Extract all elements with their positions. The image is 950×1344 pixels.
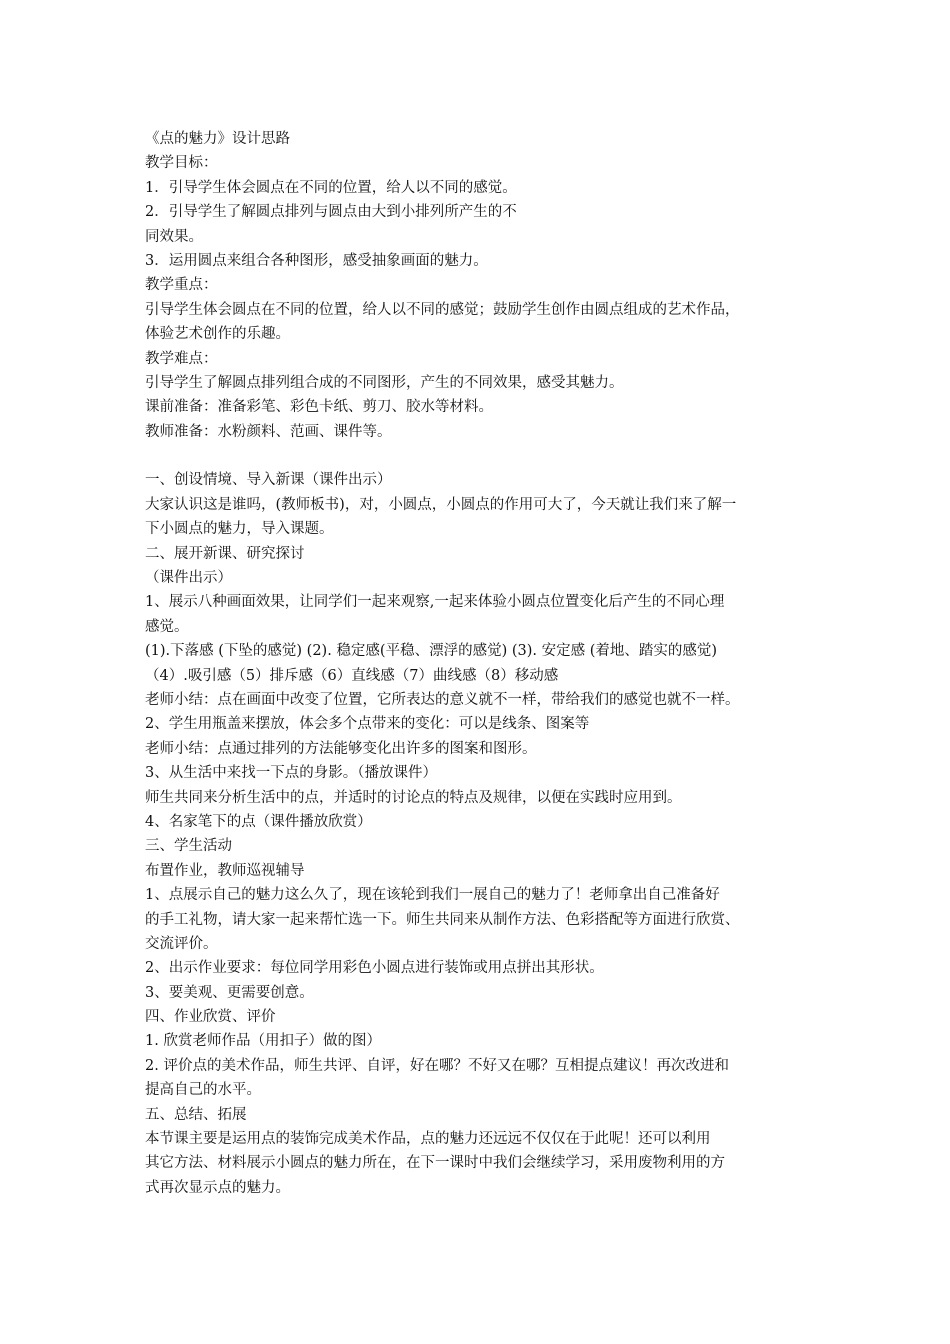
part-1-heading: 一、创设情境、导入新课（课件出示）	[145, 472, 392, 489]
student-preparation: 课前准备：准备彩笔、彩色卡纸、剪刀、胶水等材料。	[145, 399, 493, 416]
part-4-item-1: 1. 欣赏老师作品（用扣子）做的图）	[145, 1033, 381, 1050]
key-points-text-cont: 体验艺术创作的乐趣。	[145, 326, 290, 343]
part-1-text-cont: 下小圆点的魅力，导入课题。	[145, 521, 334, 538]
section-heading-difficulties: 教学难点：	[145, 350, 218, 367]
part-3-intro: 布置作业，教师巡视辅导	[145, 862, 305, 879]
document-title: 《点的魅力》设计思路	[145, 131, 290, 147]
part-2-item-3-text: 师生共同来分析生活中的点，并适时的讨论点的特点及规律，以便在实践时应用到。	[145, 789, 682, 806]
part-2-item-4: 4、名家笔下的点（课件播放欣赏）	[145, 813, 372, 830]
part-5-text-cont-2: 式再次显示点的魅力。	[145, 1179, 290, 1196]
part-4-item-2-cont: 提高自己的水平。	[145, 1082, 261, 1099]
part-5-heading: 五、总结、拓展	[145, 1106, 247, 1123]
teacher-summary-1: 老师小结：点在画面中改变了位置，它所表达的意义就不一样，带给我们的感觉也就不一样。	[145, 691, 740, 708]
part-2-item-2: 2、学生用瓶盖来摆放，体会多个点带来的变化：可以是线条、图案等	[145, 716, 590, 733]
feelings-list-1: (1).下落感 (下坠的感觉) (2). 稳定感(平稳、漂浮的感觉) (3). 安定感 (着地、踏实的感觉)	[145, 643, 718, 660]
part-2-item-1-cont: 感觉。	[145, 618, 189, 635]
key-points-text: 引导学生体会圆点在不同的位置，给人以不同的感觉；鼓励学生创作由圆点组成的艺术作品，	[145, 301, 740, 318]
part-3-item-1: 1、点展示自己的魅力这么久了，现在该轮到我们一展自己的魅力了！老师拿出自己准备好	[145, 887, 720, 904]
feelings-list-2: （4）.吸引感（5）排斥感（6）直线感（7）曲线感（8）移动感	[145, 667, 559, 684]
goal-item-2: 2．引导学生了解圆点排列与圆点由大到小排列所产生的不	[145, 204, 517, 221]
part-2-note: （课件出示）	[145, 570, 232, 587]
goal-item-3: 3．运用圆点来组合各种图形，感受抽象画面的魅力。	[145, 252, 488, 269]
part-4-item-2: 2. 评价点的美术作品，师生共评、自评，好在哪？不好又在哪？互相提点建议！再次改进和	[145, 1057, 729, 1074]
part-3-item-1-cont: 的手工礼物，请大家一起来帮忙选一下。师生共同来从制作方法、色彩搭配等方面进行欣赏、	[145, 911, 740, 928]
part-2-item-1: 1、展示八种画面效果，让同学们一起来观察,一起来体验小圆点位置变化后产生的不同心理	[145, 594, 725, 611]
teacher-preparation: 教师准备：水粉颜料、范画、课件等。	[145, 423, 392, 440]
part-5-text: 本节课主要是运用点的装饰完成美术作品，点的魅力还远远不仅仅在于此呢！还可以利用	[145, 1131, 711, 1148]
goal-item-2-cont: 同效果。	[145, 228, 203, 245]
part-2-item-3: 3、从生活中来找一下点的身影。（播放课件）	[145, 765, 437, 782]
part-4-heading: 四、作业欣赏、评价	[145, 1009, 276, 1026]
part-1-text: 大家认识这是谁吗，(教师板书)，对，小圆点，小圆点的作用可大了，今天就让我们来了解一	[145, 496, 737, 513]
goal-item-1: 1．引导学生体会圆点在不同的位置，给人以不同的感觉。	[145, 179, 517, 196]
part-3-item-1-cont-2: 交流评价。	[145, 935, 218, 952]
difficulties-text: 引导学生了解圆点排列组合成的不同图形，产生的不同效果，感受其魅力。	[145, 374, 624, 391]
part-2-heading: 二、展开新课、研究探讨	[145, 545, 305, 562]
part-5-text-cont: 其它方法、材料展示小圆点的魅力所在，在下一课时中我们会继续学习，采用废物利用的方	[145, 1155, 725, 1172]
document-body	[145, 127, 813, 1200]
part-3-item-2: 2、出示作业要求：每位同学用彩色小圆点进行装饰或用点拼出其形状。	[145, 960, 604, 977]
part-3-item-3: 3、要美观、更需要创意。	[145, 984, 314, 1001]
section-heading-key-points: 教学重点：	[145, 277, 218, 294]
section-heading-goals: 教学目标：	[145, 155, 218, 172]
part-3-heading: 三、学生活动	[145, 838, 232, 855]
teacher-summary-2: 老师小结：点通过排列的方法能够变化出许多的图案和图形。	[145, 740, 537, 757]
blank-line	[145, 444, 813, 468]
